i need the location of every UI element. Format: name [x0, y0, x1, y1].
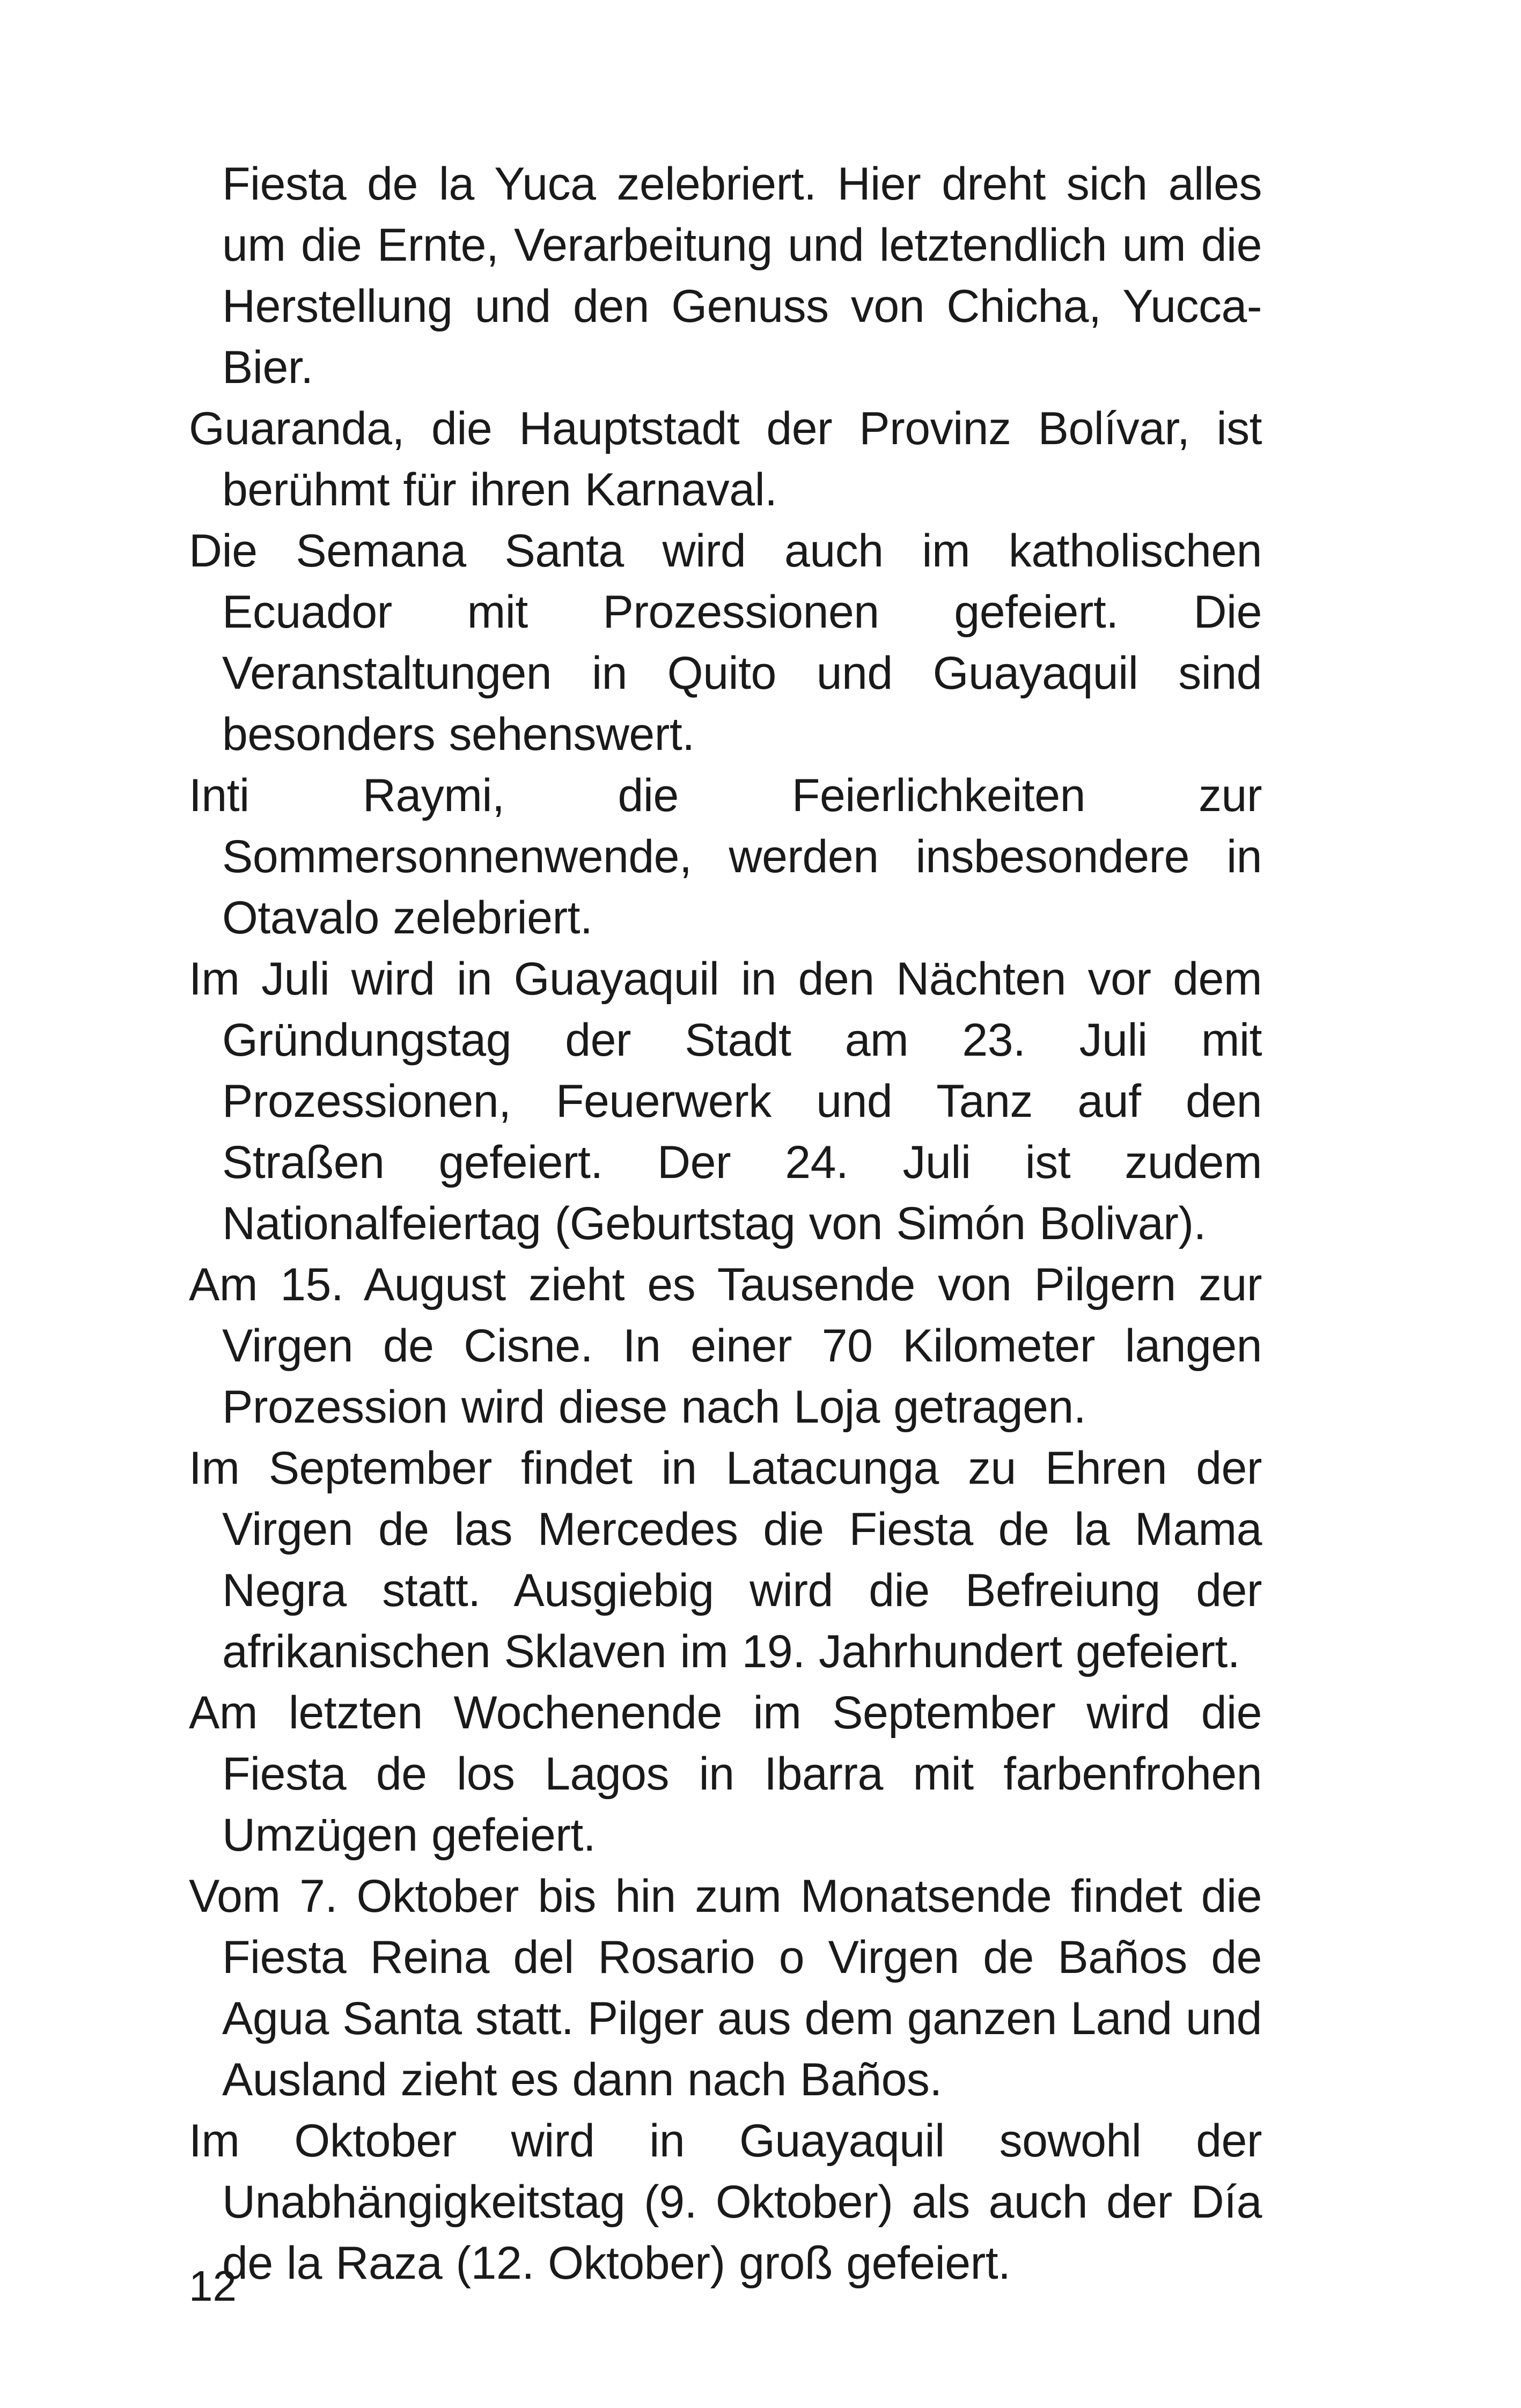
paragraph-oktober-guayaquil: Im Oktober wird in Guayaquil sowohl der Unabhängigkeitstag (9. Oktober) als auch der Día de la Raza (12. Oktober) groß gefeiert. — [189, 2115, 1262, 2289]
paragraph-semana-santa: Die Semana Santa wird auch im katholischen Ecuador mit Prozessionen gefeiert. Die Veranstaltungen in Quito und Guayaquil sind besonders sehenswert. — [189, 525, 1262, 760]
body-text — [189, 153, 1262, 2294]
paragraph-september-latacunga: Im September findet in Latacunga zu Ehren der Virgen de las Mercedes die Fiesta de la Mama Negra statt. Ausgiebig wird die Befreiung der afrikanischen Sklaven im 19. Jahrhundert gefeiert. — [189, 1442, 1262, 1677]
paragraph-fiesta-de-la-yuca: Fiesta de la Yuca zelebriert. Hier dreht sich alles um die Ernte, Verarbeitung und letztendlich um die Herstellung und den Genuss von Chicha, Yucca-Bier. — [222, 158, 1262, 393]
paragraph-september-ibarra: Am letzten Wochenende im September wird die Fiesta de los Lagos in Ibarra mit farbenfrohen Umzügen gefeiert. — [189, 1687, 1262, 1861]
paragraph-inti-raymi: Inti Raymi, die Feierlichkeiten zur Sommersonnenwende, werden insbesondere in Otavalo zelebriert. — [189, 770, 1262, 944]
paragraph-15-august: Am 15. August zieht es Tausende von Pilgern zur Virgen de Cisne. In einer 70 Kilometer langen Prozession wird diese nach Loja getragen. — [189, 1259, 1262, 1433]
paragraph-oktober-banos: Vom 7. Oktober bis hin zum Monatsende findet die Fiesta Reina del Rosario o Virgen de Baños de Agua Santa statt. Pilger aus dem ganzen Land und Ausland zieht es dann nach Baños. — [189, 1871, 1262, 2105]
page-number: 12 — [189, 2262, 237, 2310]
paragraph-juli-guayaquil: Im Juli wird in Guayaquil in den Nächten vor dem Gründungstag der Stadt am 23. Juli mit Prozessionen, Feuerwerk und Tanz auf den Straßen gefeiert. Der 24. Juli ist zudem Nationalfeiertag (Geburtstag von Simón Bolivar). — [189, 953, 1262, 1249]
paragraph-guaranda: Guaranda, die Hauptstadt der Provinz Bolívar, ist berühmt für ihren Karnaval. — [189, 403, 1262, 516]
